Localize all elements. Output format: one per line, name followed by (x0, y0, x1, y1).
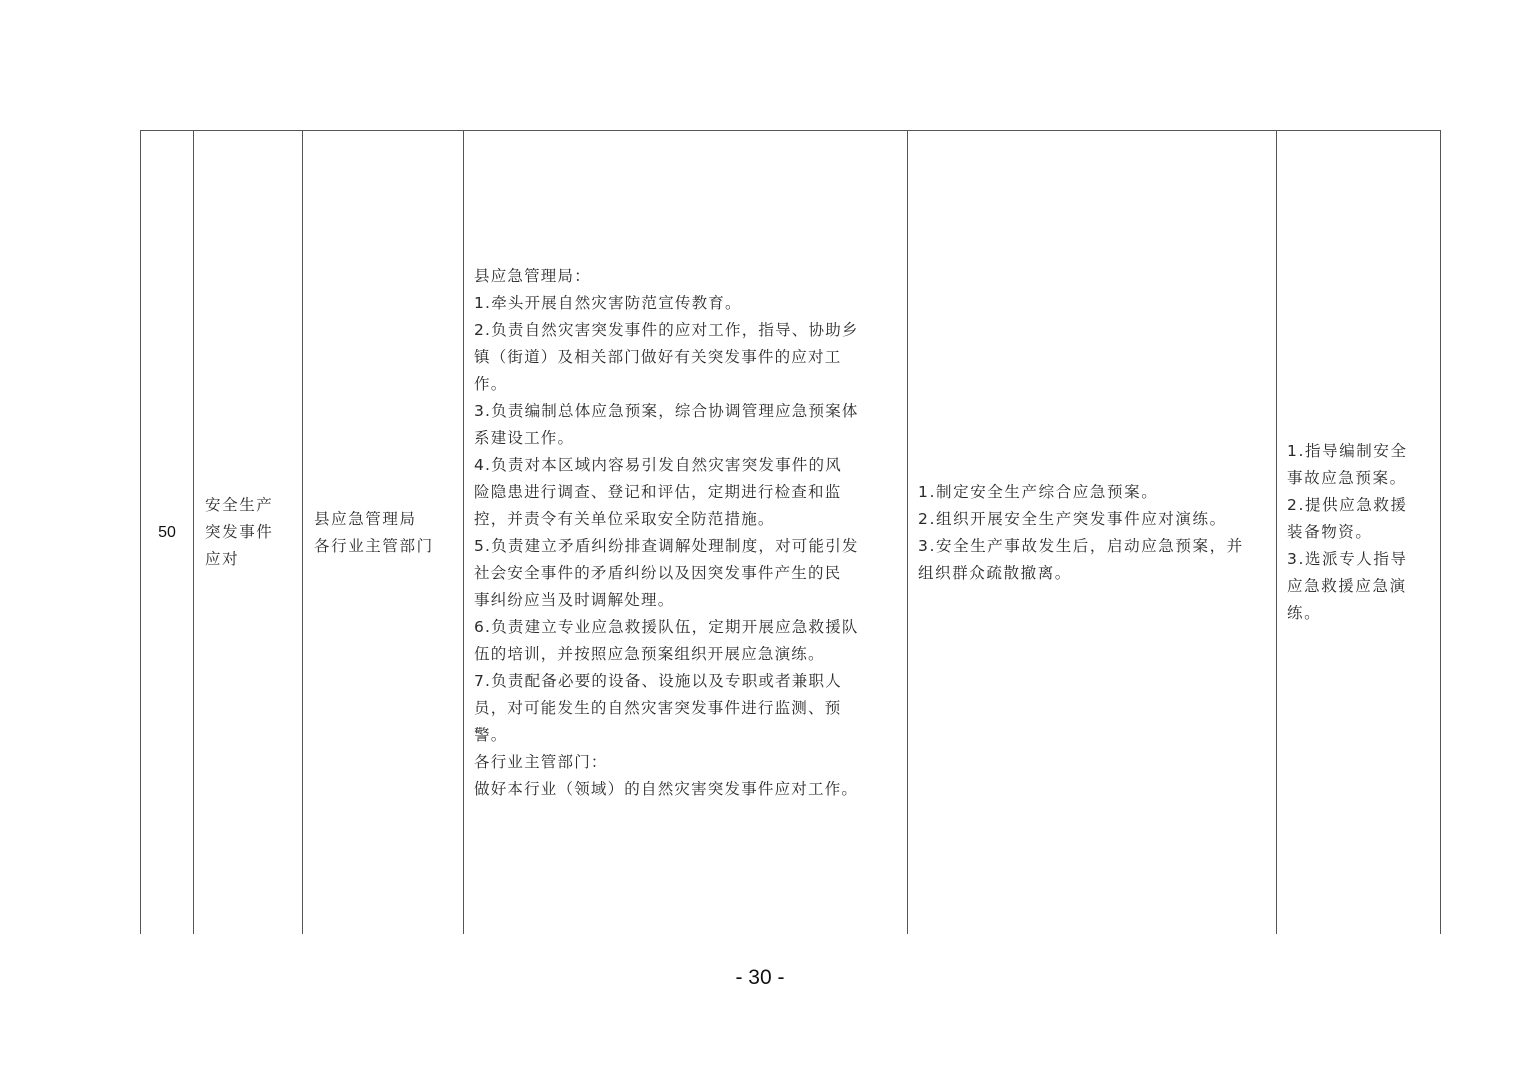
department-line: 各行业主管部门 (314, 536, 434, 555)
duty-line: 控，并责令有关单位采取安全防范措施。 (474, 509, 775, 528)
duties-text (474, 263, 859, 803)
support-line: 应急救援应急演 (1287, 577, 1407, 595)
duties-cell (464, 131, 908, 934)
duty-line: 社会安全事件的矛盾纠纷以及因突发事件产生的民 (474, 563, 842, 582)
duty-line: 做好本行业（领域）的自然灾害突发事件应对工作。 (474, 779, 859, 798)
duty-line: 作。 (474, 374, 508, 393)
tasks-cell (908, 131, 1277, 934)
row-number: 50 (158, 523, 176, 541)
task-line: 3.安全生产事故发生后，启动应急预案，并 (918, 536, 1244, 555)
event-type-line: 突发事件 (205, 523, 274, 541)
duty-line: 事纠纷应当及时调解处理。 (474, 590, 675, 609)
duty-line: 伍的培训，并按照应急预案组织开展应急演练。 (474, 644, 825, 663)
support-line: 1.指导编制安全 (1287, 442, 1408, 460)
support-line: 练。 (1287, 604, 1322, 622)
duty-line: 险隐患进行调查、登记和评估，定期进行检查和监 (474, 482, 842, 501)
task-line: 1.制定安全生产综合应急预案。 (918, 482, 1159, 501)
tasks-text (918, 479, 1244, 587)
duty-line: 2.负责自然灾害突发事件的应对工作，指导、协助乡 (474, 320, 859, 339)
duty-line: 6.负责建立专业应急救援队伍，定期开展应急救援队 (474, 617, 859, 636)
duty-line: 镇（街道）及相关部门做好有关突发事件的应对工 (474, 347, 842, 366)
duty-line: 系建设工作。 (474, 428, 575, 447)
support-line: 2.提供应急救援 (1287, 496, 1408, 514)
row-number-cell (141, 131, 194, 934)
responsible-department-text (314, 506, 434, 560)
support-line: 事故应急预案。 (1287, 469, 1407, 487)
duty-line: 县应急管理局： (474, 266, 591, 285)
emergency-responsibility-table (140, 130, 1441, 934)
event-type-cell (194, 131, 303, 934)
duty-line: 员，对可能发生的自然灾害突发事件进行监测、预 (474, 698, 842, 717)
support-text (1287, 438, 1408, 627)
event-type-line: 安全生产 (205, 496, 274, 514)
duty-line: 警。 (474, 725, 508, 744)
support-line: 装备物资。 (1287, 523, 1373, 541)
support-line: 3.选派专人指导 (1287, 550, 1408, 568)
duty-line: 各行业主管部门： (474, 752, 608, 771)
duty-line: 7.负责配备必要的设备、设施以及专职或者兼职人 (474, 671, 842, 690)
task-line: 组织群众疏散撤离。 (918, 563, 1072, 582)
duty-line: 4.负责对本区域内容易引发自然灾害突发事件的风 (474, 455, 842, 474)
department-line: 县应急管理局 (314, 509, 417, 528)
support-cell (1277, 131, 1441, 934)
task-line: 2.组织开展安全生产突发事件应对演练。 (918, 509, 1227, 528)
event-type-line: 应对 (205, 550, 240, 568)
page-number: - 30 - (735, 966, 785, 989)
event-type-text (205, 492, 273, 573)
duty-line: 5.负责建立矛盾纠纷排查调解处理制度，对可能引发 (474, 536, 859, 555)
duty-line: 3.负责编制总体应急预案，综合协调管理应急预案体 (474, 401, 859, 420)
responsible-department-cell (303, 131, 464, 934)
duty-line: 1.牵头开展自然灾害防范宣传教育。 (474, 293, 742, 312)
